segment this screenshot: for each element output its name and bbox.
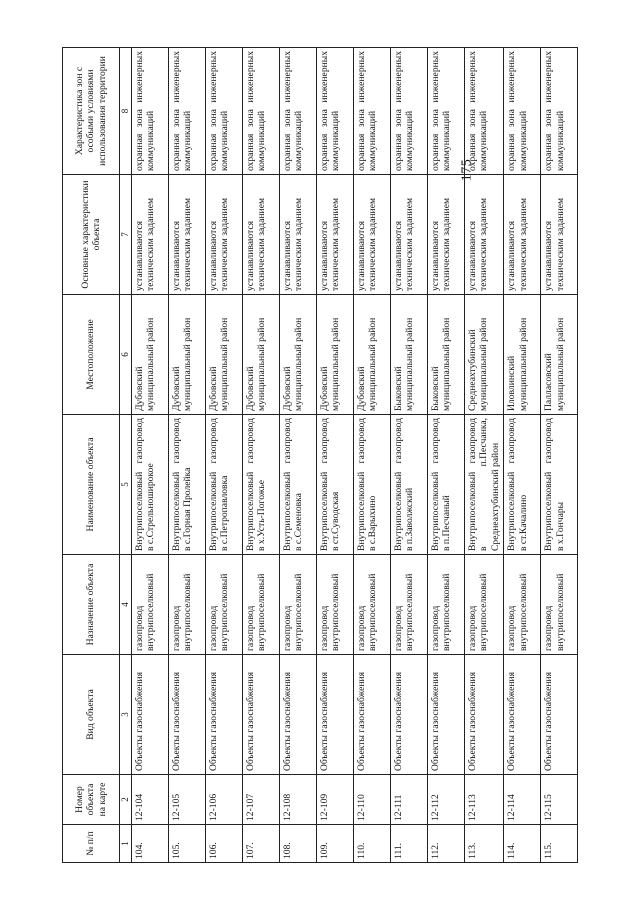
table-cell: Быковский муниципальный район: [390, 295, 427, 415]
table-cell: Палласовский муниципальный район: [541, 295, 578, 415]
table-cell: Дубовский муниципальный район: [316, 295, 353, 415]
table-cell: 111.: [390, 825, 427, 863]
table-row: [168, 48, 205, 863]
column-number: 4: [120, 555, 132, 655]
table-cell: газопровод внутрипоселковый: [242, 555, 279, 655]
table-cell: 12-105: [168, 775, 205, 825]
table-cell: 12-104: [131, 775, 168, 825]
page-number: 175: [459, 158, 475, 182]
table-cell: Внутрипоселковый газопровод в х.Гончары: [541, 415, 578, 555]
column-number-row: [120, 48, 132, 863]
table-cell: газопровод внутрипоселковый: [279, 555, 316, 655]
table-cell: газопровод внутрипоселковый: [390, 555, 427, 655]
table-cell: устанавливаются техническим заданием: [390, 175, 427, 295]
table-cell: 105.: [168, 825, 205, 863]
table-cell: газопровод внутрипоселковый: [504, 555, 541, 655]
table-cell: Среднеахтубинский муниципальный район: [464, 295, 504, 415]
table-cell: 12-109: [316, 775, 353, 825]
table-cell: Внутрипоселковый газопровод в п.Заволжский: [390, 415, 427, 555]
table-row: [316, 48, 353, 863]
table-cell: Дубовский муниципальный район: [168, 295, 205, 415]
table-cell: устанавливаются техническим заданием: [427, 175, 464, 295]
table-cell: 12-112: [427, 775, 464, 825]
table-cell: Объекты газоснабжения: [279, 655, 316, 775]
table-cell: Внутрипоселковый газопровод в х.Усть-Погожье: [242, 415, 279, 555]
table-cell: Иловлинский муниципальный район: [504, 295, 541, 415]
table-cell: устанавливаются техническим заданием: [131, 175, 168, 295]
table-cell: устанавливаются техническим заданием: [504, 175, 541, 295]
table-cell: Объекты газоснабжения: [168, 655, 205, 775]
table-cell: 12-106: [205, 775, 242, 825]
table-cell: устанавливаются техническим заданием: [205, 175, 242, 295]
table-cell: Внутрипоселковый газопровод в с.Семеновка: [279, 415, 316, 555]
header-cell: № п/п: [63, 825, 120, 863]
table-row: [504, 48, 541, 863]
table-cell: газопровод внутрипоселковый: [205, 555, 242, 655]
table-cell: Объекты газоснабжения: [504, 655, 541, 775]
table-cell: Внутрипоселковый газопровод в ст.Суводская: [316, 415, 353, 555]
table-cell: 113.: [464, 825, 504, 863]
column-number: 6: [120, 295, 132, 415]
table-cell: 12-108: [279, 775, 316, 825]
header-cell: Основные характеристики объекта: [63, 175, 120, 295]
table-cell: устанавливаются техническим заданием: [168, 175, 205, 295]
table-row: [205, 48, 242, 863]
table-cell: устанавливаются техническим заданием: [464, 175, 504, 295]
table-cell: 12-107: [242, 775, 279, 825]
table-row: [464, 48, 504, 863]
table-cell: Внутрипоселковый газопровод в п.Песчаный: [427, 415, 464, 555]
table-cell: Внутрипоселковый газопровод в ст.Качалино: [504, 415, 541, 555]
table-cell: Дубовский муниципальный район: [131, 295, 168, 415]
table-cell: охранная зона инженерных коммуникаций: [316, 48, 353, 175]
table-cell: Объекты газоснабжения: [427, 655, 464, 775]
table-cell: Дубовский муниципальный район: [205, 295, 242, 415]
table-cell: охранная зона инженерных коммуникаций: [504, 48, 541, 175]
table-cell: 106.: [205, 825, 242, 863]
table-cell: Дубовский муниципальный район: [353, 295, 390, 415]
table-cell: Дубовский муниципальный район: [242, 295, 279, 415]
header-cell: Вид объекта: [63, 655, 120, 775]
table-row: [279, 48, 316, 863]
table-cell: охранная зона инженерных коммуникаций: [427, 48, 464, 175]
table-cell: Быковский муниципальный район: [427, 295, 464, 415]
table-cell: охранная зона инженерных коммуникаций: [279, 48, 316, 175]
table-cell: 12-111: [390, 775, 427, 825]
table-cell: устанавливаются техническим заданием: [316, 175, 353, 295]
table-row: [353, 48, 390, 863]
gas-objects-table: [62, 47, 578, 863]
table-cell: охранная зона инженерных коммуникаций: [541, 48, 578, 175]
column-number: 1: [120, 825, 132, 863]
table-cell: Внутрипоселковый газопровод в с.Варыхино: [353, 415, 390, 555]
header-cell: Номер объекта на карте: [63, 775, 120, 825]
table-cell: охранная зона инженерных коммуникаций: [205, 48, 242, 175]
table-row: [427, 48, 464, 863]
table-cell: устанавливаются техническим заданием: [541, 175, 578, 295]
table-cell: 12-110: [353, 775, 390, 825]
table-cell: газопровод внутрипоселковый: [168, 555, 205, 655]
table-cell: 12-113: [464, 775, 504, 825]
table-cell: Объекты газоснабжения: [464, 655, 504, 775]
table-cell: газопровод внутрипоселковый: [353, 555, 390, 655]
table-cell: газопровод внутрипоселковый: [464, 555, 504, 655]
column-number: 3: [120, 655, 132, 775]
table-cell: Дубовский муниципальный район: [279, 295, 316, 415]
rotated-table-container: [62, 48, 576, 863]
column-number: 2: [120, 775, 132, 825]
table-cell: Внутрипоселковый газопровод в п.Песчанка, Среднеахтубинский район: [464, 415, 504, 555]
table-cell: газопровод внутрипоселковый: [427, 555, 464, 655]
table-cell: охранная зона инженерных коммуникаций: [390, 48, 427, 175]
table-cell: устанавливаются техническим заданием: [353, 175, 390, 295]
table-row: [541, 48, 578, 863]
table-cell: устанавливаются техническим заданием: [242, 175, 279, 295]
table-cell: Объекты газоснабжения: [353, 655, 390, 775]
header-row: [63, 48, 120, 863]
column-number: 8: [120, 48, 132, 175]
table-cell: Объекты газоснабжения: [390, 655, 427, 775]
table-cell: 12-114: [504, 775, 541, 825]
table-row: [131, 48, 168, 863]
table-cell: Объекты газоснабжения: [316, 655, 353, 775]
table-cell: Объекты газоснабжения: [205, 655, 242, 775]
header-cell: Назначение объекта: [63, 555, 120, 655]
header-cell: Характеристика зон с особыми условиями использования территории: [63, 48, 120, 175]
header-cell: Наименование объекта: [63, 415, 120, 555]
table-cell: 104.: [131, 825, 168, 863]
table-cell: охранная зона инженерных коммуникаций: [353, 48, 390, 175]
table-cell: 109.: [316, 825, 353, 863]
table-cell: 114.: [504, 825, 541, 863]
table-cell: газопровод внутрипоселковый: [131, 555, 168, 655]
table-cell: 107.: [242, 825, 279, 863]
table-cell: устанавливаются техническим заданием: [279, 175, 316, 295]
table-cell: охранная зона инженерных коммуникаций: [464, 48, 504, 175]
table-cell: Внутрипоселковый газопровод в с.Петропавловка: [205, 415, 242, 555]
table-cell: охранная зона инженерных коммуникаций: [242, 48, 279, 175]
table-cell: Внутрипоселковый газопровод в с.Стрельноширокое: [131, 415, 168, 555]
table-cell: Объекты газоснабжения: [541, 655, 578, 775]
column-number: 5: [120, 415, 132, 555]
table-cell: газопровод внутрипоселковый: [316, 555, 353, 655]
table-cell: Внутрипоселковый газопровод в с.Горная Пролейка: [168, 415, 205, 555]
table-cell: Объекты газоснабжения: [242, 655, 279, 775]
table-cell: газопровод внутрипоселковый: [541, 555, 578, 655]
table-cell: 108.: [279, 825, 316, 863]
column-number: 7: [120, 175, 132, 295]
table-cell: 112.: [427, 825, 464, 863]
table-row: [390, 48, 427, 863]
table-cell: 110.: [353, 825, 390, 863]
table-cell: 12-115: [541, 775, 578, 825]
table-row: [242, 48, 279, 863]
table-cell: 115.: [541, 825, 578, 863]
table-cell: охранная зона инженерных коммуникаций: [131, 48, 168, 175]
header-cell: Местоположение: [63, 295, 120, 415]
table-cell: Объекты газоснабжения: [131, 655, 168, 775]
table-cell: охранная зона инженерных коммуникаций: [168, 48, 205, 175]
